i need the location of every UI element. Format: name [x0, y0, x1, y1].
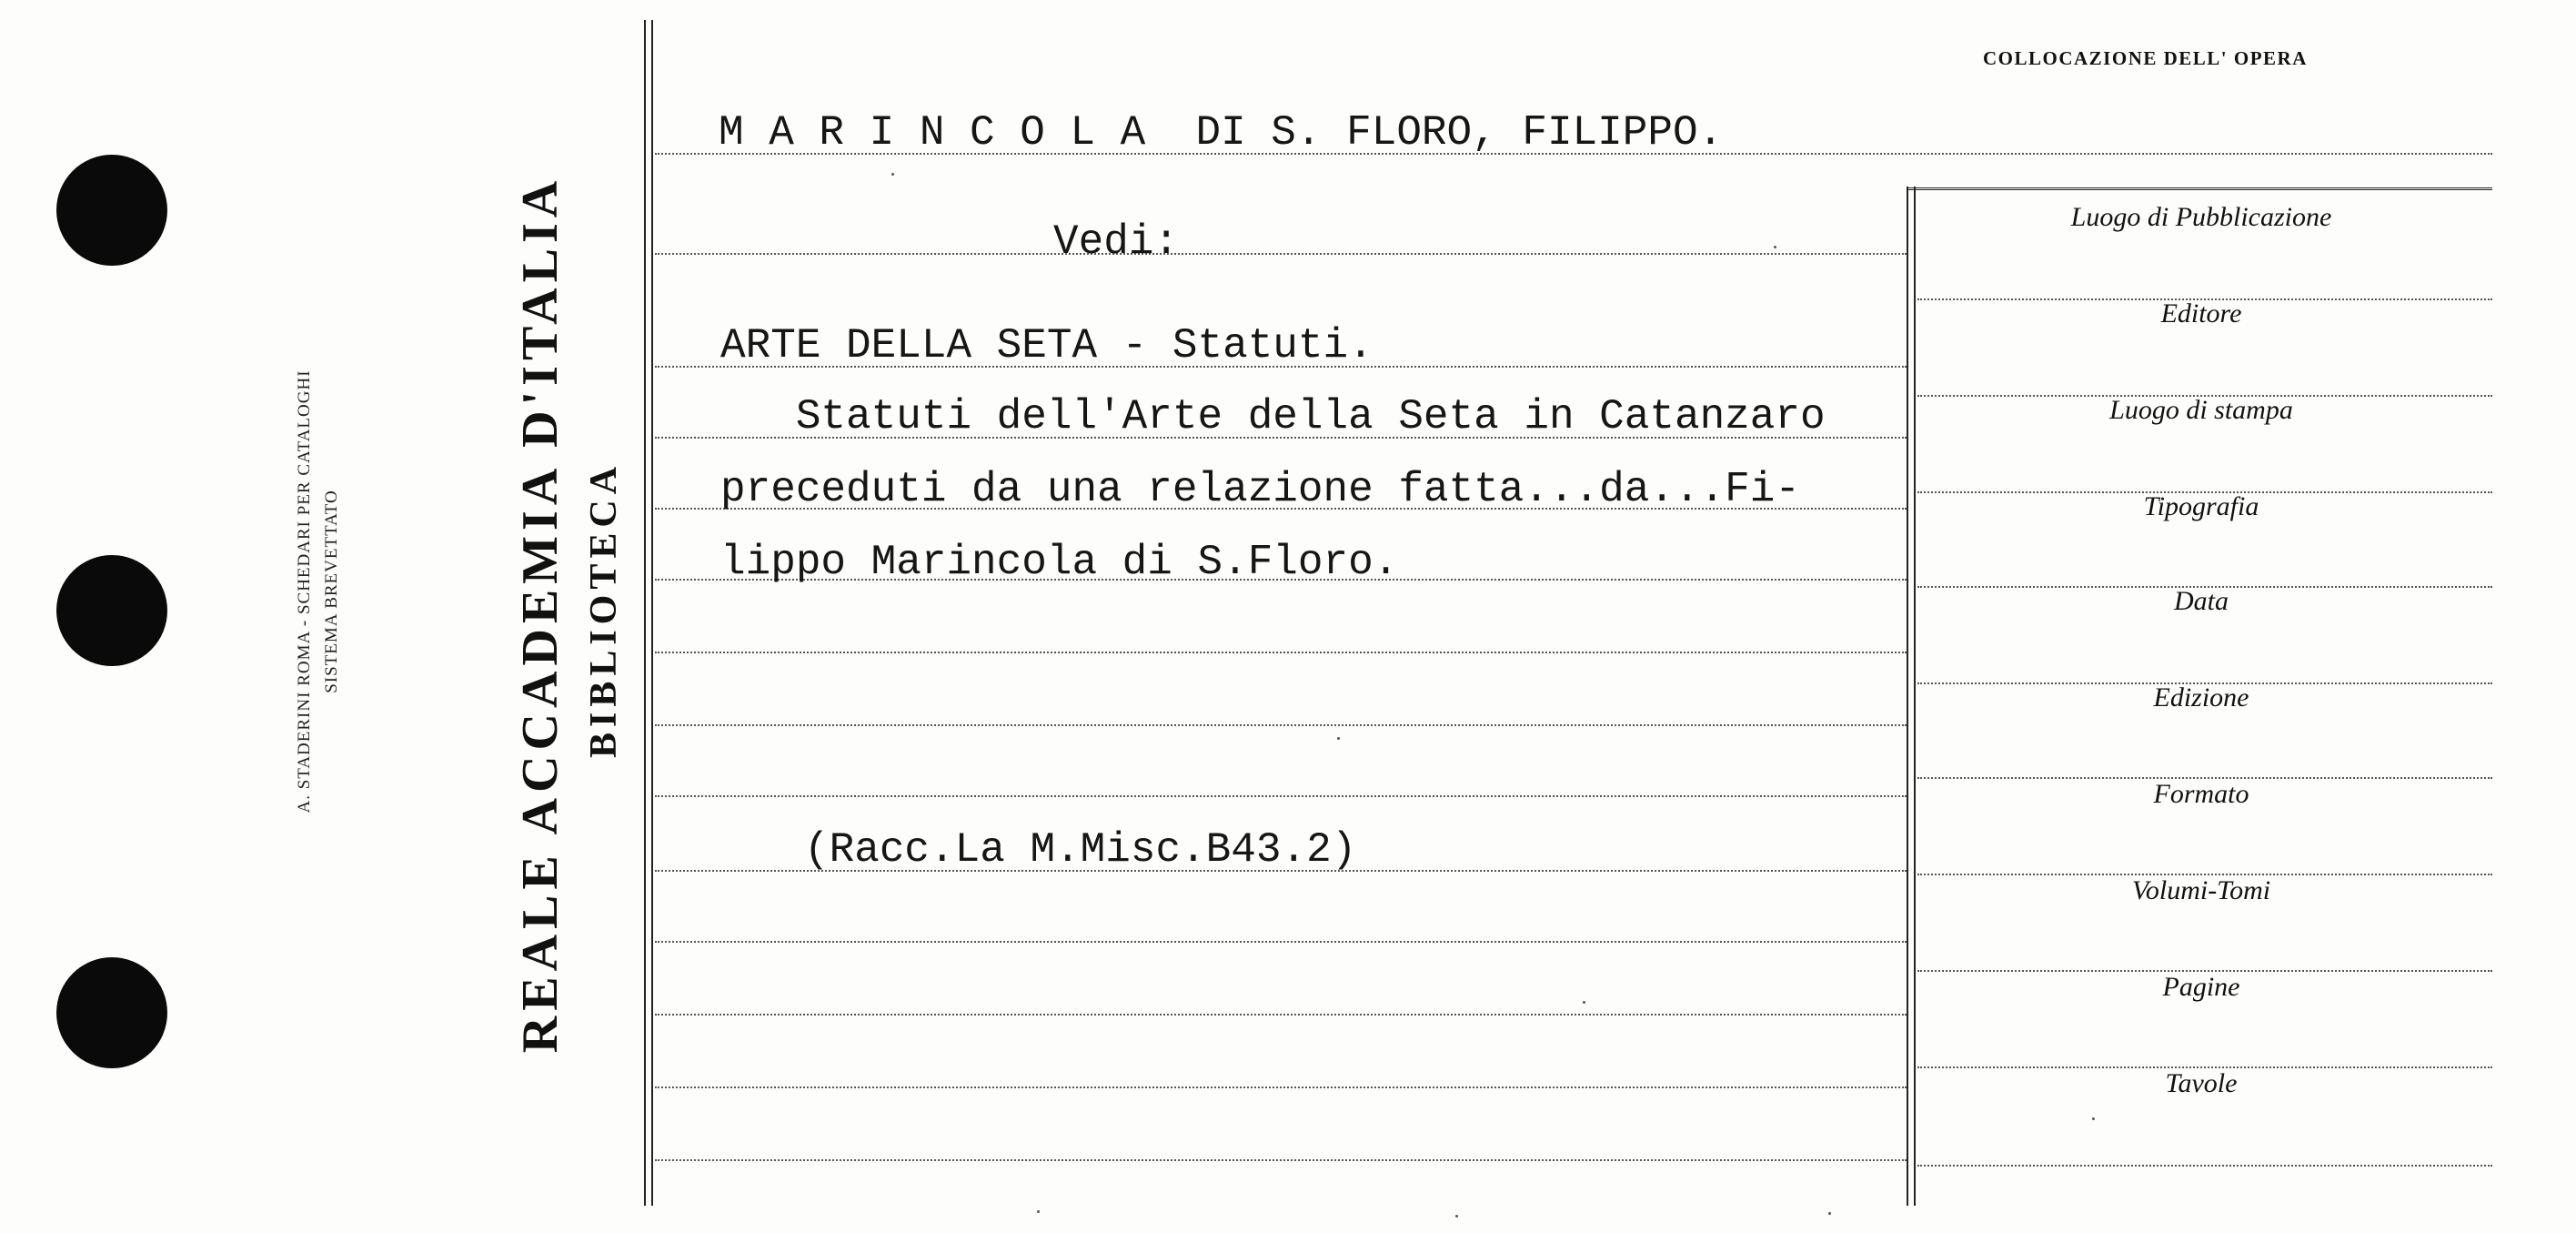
ruled-line [655, 795, 1907, 797]
field-label-edition: Edizione [2153, 682, 2249, 713]
paper-speck [2092, 1117, 2095, 1120]
ruled-line [655, 253, 1907, 255]
ruled-line [655, 1014, 1907, 1016]
entry-heading: M A R I N C O L A DI S. FLORO, FILIPPO. [719, 109, 1724, 157]
paper-speck [1828, 1212, 1831, 1215]
title-heading: ARTE DELLA SETA - Statuti. [720, 322, 1374, 369]
field-label-volumes: Volumi-Tomi [2131, 875, 2271, 905]
left-margin-rule-inner [651, 20, 653, 1206]
field-line [1917, 1165, 2492, 1167]
field-label-publisher: Editore [2160, 298, 2242, 328]
paper-speck [1037, 1210, 1040, 1213]
printer-note-line1: A. STADERINI ROMA - SCHEDARI PER CATALOGHI [295, 369, 314, 814]
description-line: lippo Marincola di S.Floro. [720, 539, 1399, 586]
ruled-line [655, 1159, 1907, 1161]
field-label-printer: Tipografia [2143, 491, 2259, 521]
description-line: preceduti da una relazione fatta...da...Fi- [720, 466, 1800, 513]
see-label: Vedi: [1053, 218, 1180, 266]
printer-note [291, 273, 346, 910]
shelfmark: (Racc.La M.Misc.B43.2) [804, 826, 1357, 874]
ruled-line [655, 724, 1907, 726]
ruled-line [655, 652, 1907, 653]
description-line: Statuti dell'Arte della Seta in Catanzaro [720, 393, 1826, 440]
field-label-place-of-publication: Luogo di Pubblicazione [2070, 202, 2332, 232]
punch-hole-bottom [56, 957, 167, 1068]
location-header: COLLOCAZIONE DELL' OPERA [1983, 47, 2308, 69]
punch-hole-top [56, 155, 167, 266]
field-label-pages: Pagine [2162, 972, 2240, 1002]
field-label-date: Data [2174, 586, 2229, 616]
field-label-plates: Tavole [2165, 1068, 2238, 1098]
paper-speck [1337, 737, 1340, 740]
academy-name: REALE ACCADEMIA D'ITALIA [512, 175, 569, 1054]
ruled-line [655, 941, 1907, 943]
field-column-top-rule [1907, 187, 2492, 190]
punch-hole-middle [56, 555, 167, 666]
field-label-place-of-printing: Luogo di stampa [2109, 395, 2293, 425]
field-label-format: Formato [2153, 779, 2249, 809]
printer-note-line2: SISTEMA BREVETTATO [322, 490, 341, 693]
paper-speck [1455, 1215, 1458, 1218]
paper-speck [891, 173, 894, 176]
paper-speck [1774, 246, 1776, 248]
library-name: BIBLIOTECA [583, 460, 625, 759]
paper-speck [1583, 1001, 1585, 1004]
ruled-line [655, 1086, 1907, 1088]
left-margin-rule [644, 20, 646, 1206]
field-column-rule [1907, 187, 1908, 1206]
